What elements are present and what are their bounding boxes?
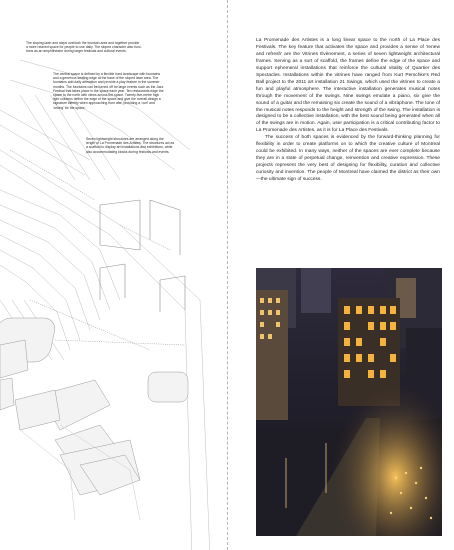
city-night-image	[256, 268, 442, 536]
body-paragraph: The success of both spaces is evidenced by the forward-thinking planning for flexibility in order to create platforms on to which the creative culture of Montreal could be exhibited. In many ways, neither of the spaces are ever complete because they are in a state of perpetual change, reinvention and creative expression. These projects represent the very best of designing for flexibility, curation and collective curiosity and invention. The people of Montreal have claimed the district as their own—the ultimate sign of success.	[256, 135, 440, 183]
night-photo	[256, 268, 442, 536]
caption-structures: Seven lightweight structures are arranged along the length of La Promenade des Artistes. The structures act as a scaffold to display art installations and exhibitions, while also accommodating kiosks during festivals and events.	[86, 137, 175, 154]
body-text	[256, 38, 440, 184]
right-page	[227, 0, 454, 550]
caption-steps: The sloping lawn and steps overlook the fountain area and together provide a more relaxed space for people to use daily. The sloped character also func- tions as an amphitheatre during larger festivals and cultural events.	[26, 41, 142, 54]
body-paragraph: La Promenade des Artistes is a long linear space to the north of La Place des Festivals. The key feature that activates the space and provides a sense of 'renew and refresh' are the Vitrines Évènement, a series of seven lightweight architectural frames. Serving as a sort of scaffold, the frames define the edge of the space and support ephemeral installations that reinforce the cultural vitality of Quartier des Spectacles. Installations within the vitrines have ranged from Kurt Perschke's Red Ball project to the 2011 art installation 21 Swings, which used the vitrines to create a fun and playful atmosphere. The interactive installation generates musical notes through the movement of the swings. Nine swings emulate a piano, six give the sound of a guitar and the remaining six create the sound of a vibraphone. The tone of the musical notes responds to the height and strength of the swing. The installation is designed to be a collective installation, with the best sound being generated when all of the swings are in motion. Again, user participation is a critical contributing factor to La Promenade des Artistes, as it is for La Place des Festivals.	[256, 38, 440, 134]
caption-central-space: The central space is defined by a flexible hard landscape with fountains and a generous seating edge at the base of the sloped lawn area. The fountains add daily animation and provide a play feature in the summer months. The fountains can be turned off for large events such as the Jazz Festival that takes place in the space each year. Ten restaurants edge the space to the north with views across the space. Twenty-five-metre high light columns define the edge of the space and give the overall design a signature identity when approaching from afar, providing a 'roof' and 'ceiling' for the space.	[53, 72, 164, 110]
